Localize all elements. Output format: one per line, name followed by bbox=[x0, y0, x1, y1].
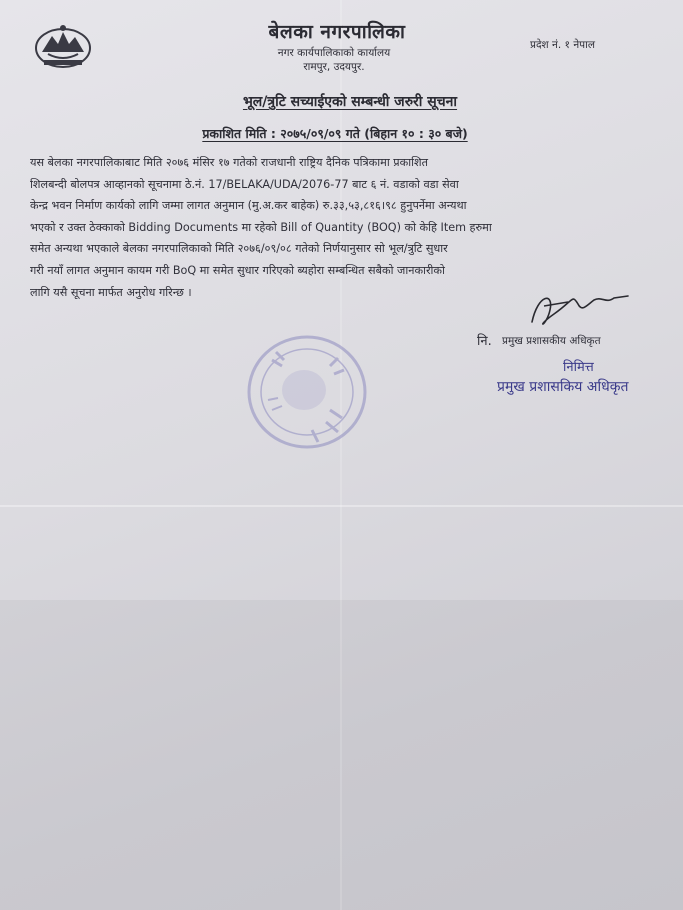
paper-shadow bbox=[0, 600, 683, 910]
stamp-officer: प्रमुख प्रशासकिय अधिकृत bbox=[497, 379, 629, 395]
handwritten-signature bbox=[524, 284, 644, 332]
nepal-emblem-icon bbox=[32, 22, 94, 70]
stamp-acting: निमित्त bbox=[563, 360, 594, 375]
office-line-2: रामपुर, उदयपुर. bbox=[303, 61, 365, 73]
office-address bbox=[246, 46, 422, 74]
body-line: यस बेलका नगरपालिकाबाट मिति २०७६ मंसिर १७ गतेको राजधानी राष्ट्रिय दैनिक पत्रिकामा प्रकाशित bbox=[30, 156, 429, 169]
signature-mark: नि. bbox=[477, 334, 492, 349]
body-line: गरी नयाँ लागत अनुमान कायम गरी BoQ मा समेत सुधार गरिएको ब्यहोरा सम्बन्धित सबैको जानकारीको bbox=[30, 263, 445, 277]
body-line: केन्द्र भवन निर्माण कार्यको लागि जम्मा लागत अनुमान (मु.अ.कर बाहेक) रु.३३,५३,८१६।९८ हुनुपर्नेमा अन्यथा bbox=[30, 199, 467, 213]
office-name: बेलका नगरपालिका bbox=[268, 21, 406, 43]
signatory-title: प्रमुख प्रशासकीय अधिकृत bbox=[502, 335, 601, 347]
notice-title: भूल/त्रुटि सच्याईएको सम्बन्धी जरुरी सूचना bbox=[242, 94, 458, 110]
body-line: लागि यसै सूचना मार्फत अनुरोध गरिन्छ । bbox=[30, 285, 192, 299]
body-line: समेत अन्यथा भएकाले बेलका नगरपालिकाको मिति २०७६/०९/०८ गतेको निर्णयानुसार सो भूल/त्रुटि सुधार bbox=[30, 242, 448, 256]
office-line-1: नगर कार्यपालिकाको कार्यालय bbox=[277, 47, 391, 59]
body-line: भएको र उक्त ठेक्काको Bidding Documents मा रहेको Bill of Quantity (BOQ) को केहि Item हरुमा bbox=[30, 220, 492, 234]
body-line: शिलबन्दी बोलपत्र आव्हानको सूचनामा ठे.नं. 17/BELAKA/UDA/2076-77 बाट ६ नं. वडाको वडा सेवा bbox=[30, 177, 459, 191]
notice-body bbox=[30, 152, 670, 303]
province-label: प्रदेश नं. १ नेपाल bbox=[530, 39, 595, 51]
round-office-seal bbox=[242, 330, 372, 455]
published-date: प्रकाशित मिति : २०७५/०९/०९ गते (बिहान १० : ३० बजे) bbox=[202, 126, 468, 141]
